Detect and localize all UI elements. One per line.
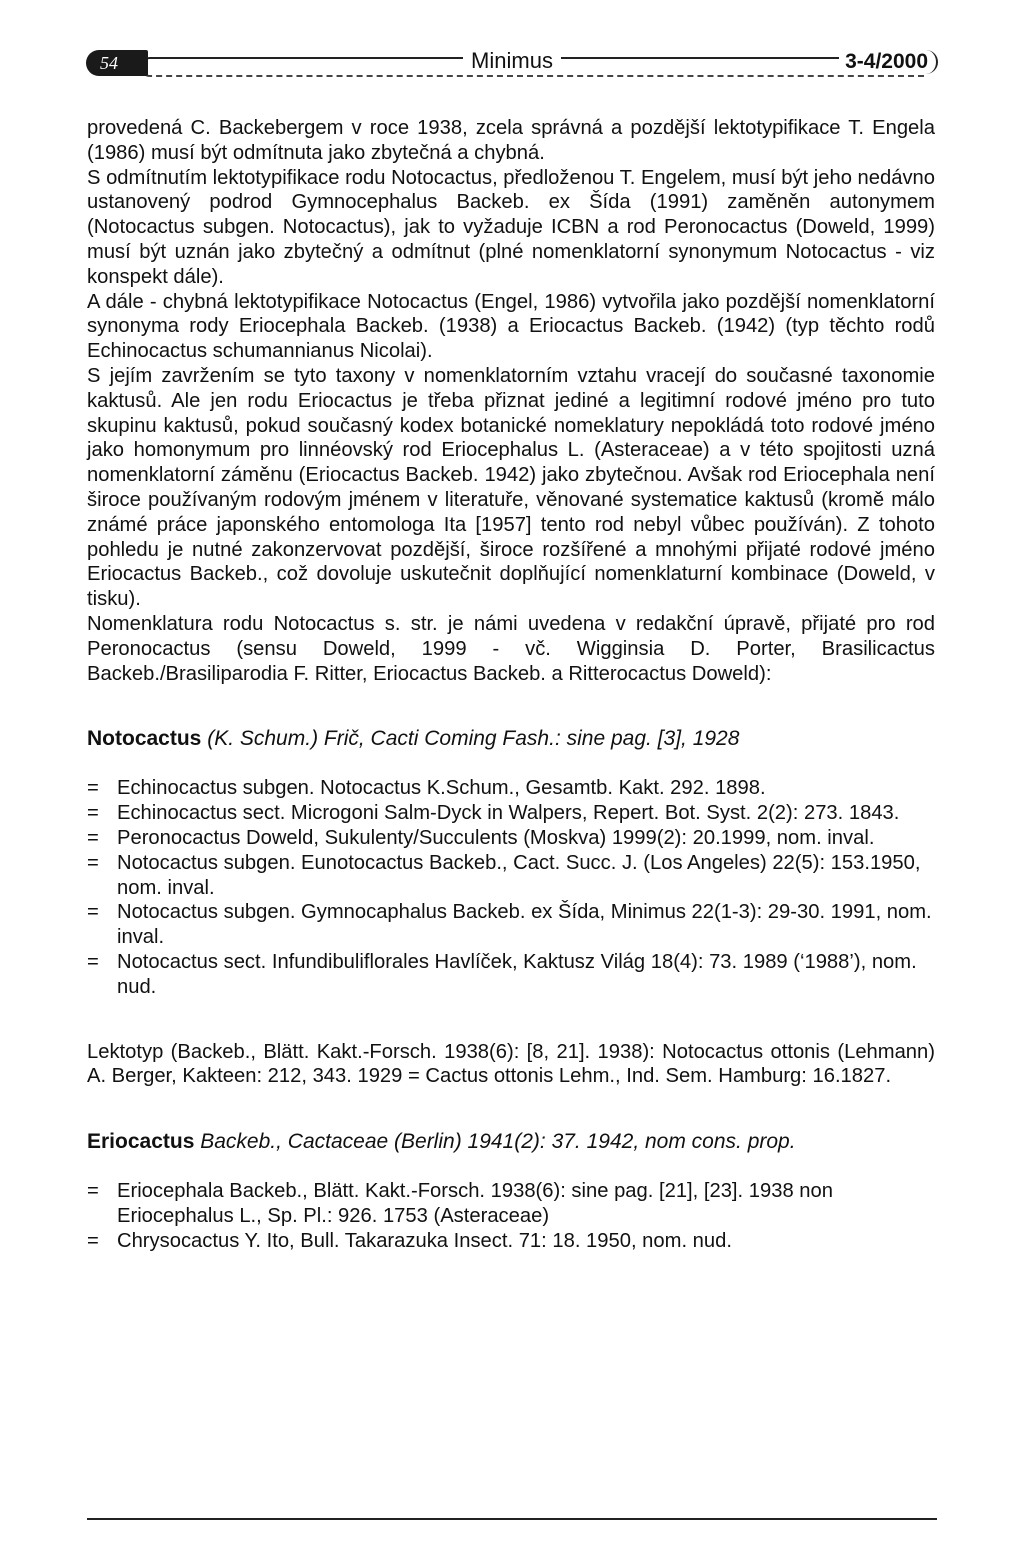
synonym-item: [87, 801, 935, 826]
synonym-item: [87, 826, 935, 851]
running-header: [86, 46, 938, 80]
synonym-text: Echinocactus subgen. Notocactus K.Schum., Gesamtb. Kakt. 292. 1898.: [117, 777, 766, 800]
notocactus-heading: [87, 726, 935, 752]
paragraph-2: S odmítnutím lektotypifikace rodu Notocactus, předloženou T. Engelem, musí být jeho nedávno ustanovený podrod Gymnocephalus Backeb. ex Šída (1991) zaměněn autonymem (Notocactus subgen. Notocactus), jak to vyžaduje ICBN a rod Peronocactus (Doweld, 1999) musí být uznán jako zbytečný a odmítnut (plné nomenklatorní synonymum Notocactus - viz konspekt dále).: [87, 166, 935, 288]
synonym-text: Echinocactus sect. Microgoni Salm-Dyck in Walpers, Repert. Bot. Syst. 2(2): 273. 1843.: [117, 802, 900, 825]
eriocactus-citation: Backeb., Cactaceae (Berlin) 1941(2): 37. 1942, nom cons. prop.: [200, 1130, 796, 1154]
synonym-text: Notocactus subgen. Gymnocaphalus Backeb. ex Šída, Minimus 22(1-3): 29-30. 1991, nom. inval.: [117, 901, 932, 949]
lectotype-paragraph: Lektotyp (Backeb., Blätt. Kakt.-Forsch. 1938(6): [8, 21]. 1938): Notocactus ottonis (Lehmann) A. Berger, Kakteen: 212, 343. 1929 = Cactus ottonis Lehm., Ind. Sem. Hamburg: 16.1827.: [87, 1040, 935, 1088]
journal-title-text: Minimus: [463, 48, 561, 73]
article-body: [87, 116, 935, 1253]
synonym-text: Chrysocactus Y. Ito, Bull. Takarazuka Insect. 71: 18. 1950, nom. nud.: [117, 1229, 732, 1252]
notocactus-citation: (K. Schum.) Frič, Cacti Coming Fash.: sine pag. [3], 1928: [207, 727, 740, 751]
synonym-text: Notocactus sect. Infundibuliflorales Havlíček, Kaktusz Világ 18(4): 73. 1989 (‘1988’), nom. nud.: [117, 950, 917, 998]
equals-sign: =: [87, 851, 99, 874]
equals-sign: =: [87, 777, 99, 800]
synonym-item: [87, 851, 935, 901]
synonym-item: [87, 900, 935, 950]
notocactus-synonym-list: [87, 776, 935, 999]
eriocactus-heading: [87, 1129, 935, 1155]
synonym-item: [87, 950, 935, 1000]
paragraph-5: Nomenklatura rodu Notocactus s. str. je námi uvedena v redakční úpravě, přijaté pro rod Peronocactus (sensu Doweld, 1999 - vč. Wigginsia D. Porter, Brasilicactus Backeb./Brasiliparodia F. Ritter, Eriocactus Backeb. a Ritterocactus Doweld):: [87, 612, 935, 685]
synonym-item: [87, 776, 935, 801]
synonym-text: Peronocactus Doweld, Sukulenty/Succulents (Moskva) 1999(2): 20.1999, nom. inval.: [117, 826, 875, 849]
synonym-item: [87, 1179, 935, 1229]
issue-number: 3-4/2000: [839, 50, 938, 74]
equals-sign: =: [87, 950, 99, 973]
paragraph-1: provedená C. Backebergem v roce 1938, zcela správná a pozdější lektotypifikace T. Engela (1986) musí být odmítnuta jako zbytečná a chybná.: [87, 117, 935, 164]
equals-sign: =: [87, 1180, 99, 1203]
notocactus-name: Notocactus: [87, 727, 202, 751]
synonym-text: Notocactus subgen. Eunotocactus Backeb., Cact. Succ. J. (Los Angeles) 22(5): 153.1950, nom. inval.: [117, 851, 921, 899]
equals-sign: =: [87, 1229, 99, 1252]
equals-sign: =: [87, 901, 99, 924]
synonym-text: Eriocephala Backeb., Blätt. Kakt.-Forsch. 1938(6): sine pag. [21], [23]. 1938 non Eriocephalus L., Sp. Pl.: 926. 1753 (Asteraceae): [117, 1180, 833, 1227]
eriocactus-synonym-list: [87, 1179, 935, 1253]
footer-rule: [87, 1518, 937, 1520]
paragraph-4: S jejím zavržením se tyto taxony v nomenklatorním vztahu vracejí do současné taxonomie kaktusů. Ale jen rodu Eriocactus je třeba přiznat jediné a legitimní rodové jméno pro tuto skupinu kaktusů, pokud současný kodex botanické nomeklatury nepokládá toto rodové jméno jako homonymum pro linnéovský rod Eriocephalus L. (Asteraceae) a v této spojitosti uzná nomenklatorní záměnu (Eriocactus Backeb. 1942) jako zbytečnou. Avšak rod Eriocephala není široce používaným rodovým jménem v literatuře, věnované systematice kaktusů (kromě málo známé práce japonského entomologa Ita [1957] tento rod nebyl vůbec používán). Z tohoto pohledu je nutné zakonzervovat pozdější, široce rozšířené a mnohými přijaté rodové jméno Eriocactus Backeb., což dovoluje uskutečnit doplňující nomenklaturní kombinace (Doweld, v tisku).: [87, 364, 935, 611]
paragraph-3: A dále - chybná lektotypifikace Notocactus (Engel, 1986) vytvořila jako pozdější nomenklatorní synonyma rody Eriocephala Backeb. (1938) a Eriocactus Backeb. (1942) (typ těchto rodů Echinocactus schumannianus Nicolai).: [87, 290, 935, 363]
journal-title: [86, 48, 938, 74]
equals-sign: =: [87, 826, 99, 849]
page-number: 54: [100, 53, 118, 73]
synonym-item: [87, 1229, 935, 1254]
eriocactus-name: Eriocactus: [87, 1130, 195, 1154]
equals-sign: =: [87, 802, 99, 825]
